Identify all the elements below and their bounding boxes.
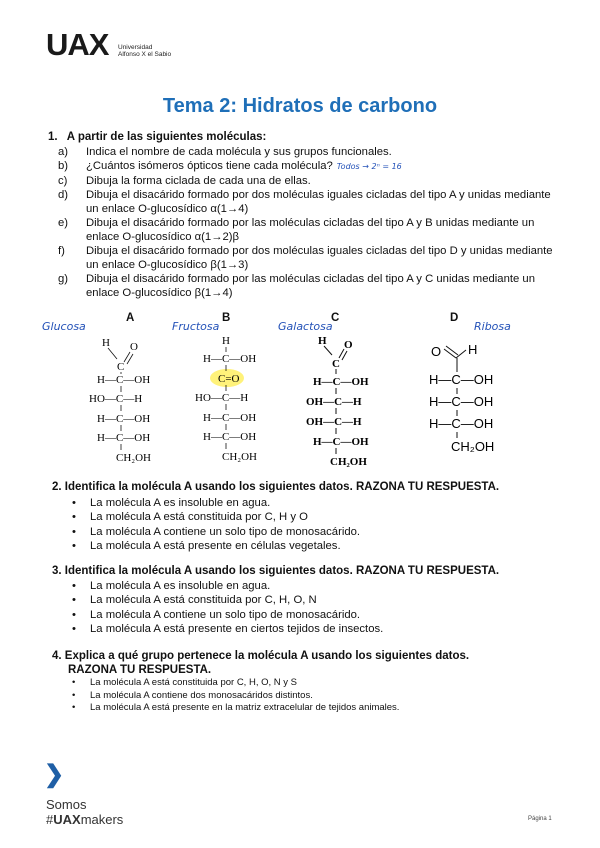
- q3-list: [72, 579, 383, 636]
- page-title: Tema 2: Hidratos de carbono: [162, 95, 438, 117]
- q2-heading: 2. Identifica la molécula A usando los siguientes datos. RAZONA TU RESPUESTA.: [52, 481, 500, 493]
- mol-d-bottom: CH₂OH: [451, 439, 495, 454]
- molecule-c-structure: [306, 335, 369, 468]
- item-text: Dibuja el disacárido formado por dos moléculas iguales cicladas del tipo A y unidas mediante un enlace O-glucosídico α(1→4): [86, 189, 551, 215]
- molecule-a-letter: A: [126, 312, 135, 324]
- list-item: • La molécula A está constituida por C, H, O, N: [72, 593, 383, 607]
- item-text: Dibuja la forma ciclada de cada una de ellas.: [86, 175, 311, 187]
- footer-somos: Somos: [46, 797, 87, 812]
- molecule-a-name: Glucosa: [42, 320, 86, 333]
- uax-logo: UAX: [46, 27, 109, 62]
- chevron-right-icon: ❯: [44, 761, 65, 788]
- mol-d-oxygen: O: [431, 344, 442, 359]
- university-line2: Alfonso X el Sabio: [118, 51, 172, 58]
- list-item: • La molécula A es insoluble en agua.: [72, 496, 360, 510]
- item-letter: e): [58, 217, 69, 229]
- mol-a-top: H: [102, 337, 110, 349]
- q4-heading: [52, 649, 469, 677]
- handwritten-note: Todos → 2ⁿ = 16: [336, 162, 402, 171]
- mol-b-top: H: [222, 335, 230, 347]
- mol-d-row: H—C—OH: [429, 372, 494, 387]
- item-text: Indica el nombre de cada molécula y sus grupos funcionales.: [86, 146, 392, 158]
- molecule-d-letter: D: [450, 312, 459, 324]
- list-item: • La molécula A está presente en ciertos tejidos de insectos.: [72, 622, 383, 636]
- mol-a-row: H—C—OH: [97, 374, 151, 386]
- q1-number: 1.: [48, 131, 58, 143]
- item-text: Dibuja el disacárido formado por las moléculas cicladas del tipo A y B unidas mediante un enlace O-glucosídico α(1→2)β: [86, 217, 535, 243]
- mol-b-row: H—C—OH: [203, 412, 257, 424]
- molecule-d-name: Ribosa: [474, 320, 511, 333]
- molecule-c-name: Galactosa: [278, 320, 333, 333]
- item-text: ¿Cuántos isómeros ópticos tiene cada molécula?: [86, 160, 333, 172]
- list-item: • La molécula A es insoluble en agua.: [72, 579, 383, 593]
- mol-c-row: H—C—OH: [313, 436, 369, 448]
- page-number: Página 1: [528, 816, 552, 822]
- mol-d-row: H—C—OH: [429, 394, 494, 409]
- mol-b-row: HO—C—H: [195, 392, 249, 404]
- mol-d-h: H: [468, 342, 478, 357]
- molecule-b-structure: [195, 335, 257, 463]
- q3-heading: 3. Identifica la molécula A usando los siguientes datos. RAZONA TU RESPUESTA.: [52, 565, 500, 577]
- list-item: • La molécula A contiene un solo tipo de monosacárido.: [72, 608, 383, 622]
- mol-d-row: H—C—OH: [429, 416, 494, 431]
- mol-a-c1: C: [117, 361, 125, 373]
- footer-uax: UAX: [53, 812, 81, 827]
- mol-a-row: H—C—OH: [97, 413, 151, 425]
- mol-b-row: H—C—OH: [203, 431, 257, 443]
- university-line1: Universidad: [118, 44, 153, 51]
- molecule-c-letter: C: [331, 312, 340, 324]
- mol-b-c1: H—C—OH: [203, 353, 257, 365]
- item-letter: d): [58, 189, 69, 201]
- q4-heading-line1: 4. Explica a qué grupo pertenece la molécula A usando los siguientes datos.: [52, 650, 470, 662]
- mol-c-row: H—C—OH: [313, 376, 369, 388]
- molecule-a-structure: [89, 337, 151, 464]
- q4-list: [72, 677, 399, 715]
- item-letter: g): [58, 273, 69, 285]
- list-item: • La molécula A está presente en células vegetales.: [72, 539, 360, 553]
- mol-b-ketone: C=O: [218, 373, 240, 385]
- item-letter: a): [58, 146, 69, 158]
- footer-makers: makers: [80, 812, 124, 827]
- molecule-b-name: Fructosa: [172, 320, 220, 333]
- molecule-d-structure: [429, 342, 494, 454]
- item-text: Dibuja el disacárido formado por las moléculas cicladas del tipo A y C unidas mediante un enlace O-glucosídico β(1→4): [86, 273, 535, 299]
- footer-hash: #: [46, 812, 54, 827]
- mol-c-c1: C: [332, 358, 340, 370]
- mol-a-row: H—C—OH: [97, 432, 151, 444]
- mol-c-oxygen: O: [344, 339, 353, 351]
- list-item: • La molécula A está constituida por C, H, O, N y S: [72, 677, 399, 690]
- item-letter: f): [58, 245, 65, 257]
- list-item: • La molécula A está constituida por C, H y O: [72, 510, 360, 524]
- mol-b-bottom: CH₂OH: [222, 451, 258, 463]
- list-item: • La molécula A está presente en la matriz extracelular de tejidos animales.: [72, 702, 399, 715]
- footer-hashtag-line: [46, 812, 123, 827]
- mol-c-top: H: [318, 335, 327, 347]
- item-text: Dibuja el disacárido formado por dos moléculas iguales cicladas del tipo D y unidas mediante un enlace O-glucosídico β(1→3): [86, 245, 553, 271]
- q2-list: [72, 496, 360, 553]
- mol-a-oxygen: O: [130, 341, 138, 353]
- molecule-b-letter: B: [222, 312, 231, 324]
- footer-slogan: [46, 797, 123, 827]
- q4-heading-line2: RAZONA TU RESPUESTA.: [68, 664, 212, 676]
- item-letter: c): [58, 175, 68, 187]
- list-item: • La molécula A contiene un solo tipo de monosacárido.: [72, 525, 360, 539]
- mol-a-bottom: CH₂OH: [116, 452, 152, 464]
- list-item: • La molécula A contiene dos monosacáridos distintos.: [72, 690, 399, 703]
- mol-a-row: HO—C—H: [89, 393, 143, 405]
- mol-c-row: OH—C—H: [306, 416, 362, 428]
- mol-c-row: OH—C—H: [306, 396, 362, 408]
- q1-heading-text: A partir de las siguientes moléculas:: [66, 131, 267, 143]
- item-letter: b): [58, 160, 69, 172]
- mol-c-bottom: CH₂OH: [330, 456, 367, 468]
